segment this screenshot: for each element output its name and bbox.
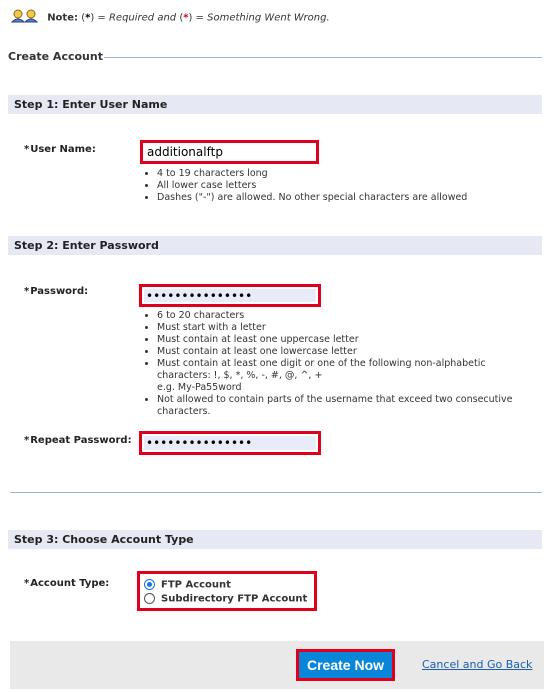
- account-type-label-text: Account Type:: [30, 578, 110, 589]
- create-now-button[interactable]: Create Now: [296, 649, 395, 681]
- required-star-icon: *: [24, 578, 30, 589]
- radio-selected-icon[interactable]: [144, 579, 155, 590]
- required-star-icon: *: [24, 144, 30, 155]
- step2-header: Step 2: Enter Password: [8, 236, 542, 255]
- repeat-password-label: [24, 435, 132, 446]
- account-type-label: [24, 578, 109, 589]
- list-item: • Not allowed to contain parts of the username that exceed two consecutive characters.: [157, 394, 533, 418]
- note-line: [10, 9, 330, 26]
- account-type-box: [137, 571, 317, 611]
- step1-header: Step 1: Enter User Name: [8, 95, 542, 114]
- username-hints: [143, 168, 538, 204]
- password-label-text: Password:: [30, 286, 89, 297]
- username-field-box: [140, 140, 319, 164]
- radio-unselected-icon[interactable]: [144, 593, 155, 604]
- step3-header: Step 3: Choose Account Type: [8, 530, 542, 549]
- page-title: Create Account: [8, 50, 103, 63]
- repeat-password-field-box: [139, 431, 321, 455]
- repeat-password-input[interactable]: [144, 436, 316, 450]
- password-example: e.g. My-Pa55word: [157, 382, 242, 393]
- radio-option-subdirectory[interactable]: [144, 593, 307, 605]
- list-item: • Must contain at least one lowercase letter: [157, 346, 533, 358]
- note-required-text: = Required and: [94, 12, 180, 24]
- password-field-box: [139, 284, 321, 307]
- list-item: • 4 to 19 characters long: [157, 168, 538, 180]
- users-icon: [10, 9, 43, 26]
- note-close-paren-2: ): [188, 12, 193, 24]
- required-star-icon: *: [24, 435, 30, 446]
- password-input[interactable]: [144, 289, 316, 302]
- username-label: [24, 144, 96, 155]
- note-close-paren: ): [90, 12, 95, 24]
- note-prefix: Note:: [47, 12, 78, 24]
- section-divider: [10, 492, 542, 493]
- required-star-icon: *: [24, 286, 30, 297]
- note-open-paren: (: [81, 12, 86, 24]
- list-item: • Must contain at least one digit or one of the following non-alphabetic characters: !, $, *, %, -, #, @, ^, +: [157, 358, 533, 382]
- repeat-password-label-text: Repeat Password:: [30, 435, 132, 446]
- error-star-icon: *: [183, 12, 189, 24]
- username-label-text: User Name:: [30, 144, 96, 155]
- username-input[interactable]: [145, 145, 314, 159]
- radio-label: Subdirectory FTP Account: [161, 593, 308, 605]
- cancel-link[interactable]: Cancel and Go Back: [422, 658, 533, 671]
- password-hints: [143, 310, 533, 418]
- password-label: [24, 286, 88, 297]
- title-divider: [104, 57, 542, 58]
- radio-label: FTP Account: [161, 579, 231, 591]
- radio-option-ftp[interactable]: [144, 579, 231, 591]
- required-star-icon: *: [85, 12, 91, 24]
- note-wrong-text: = Something Went Wrong.: [192, 12, 330, 24]
- list-item: • Must start with a letter: [157, 322, 533, 334]
- list-item: • Must contain at least one uppercase letter: [157, 334, 533, 346]
- note-open-paren-2: (: [179, 12, 184, 24]
- list-item: • Dashes ("-") are allowed. No other special characters are allowed: [157, 192, 538, 204]
- list-item: • 6 to 20 characters: [157, 310, 533, 322]
- list-item: • All lower case letters: [157, 180, 538, 192]
